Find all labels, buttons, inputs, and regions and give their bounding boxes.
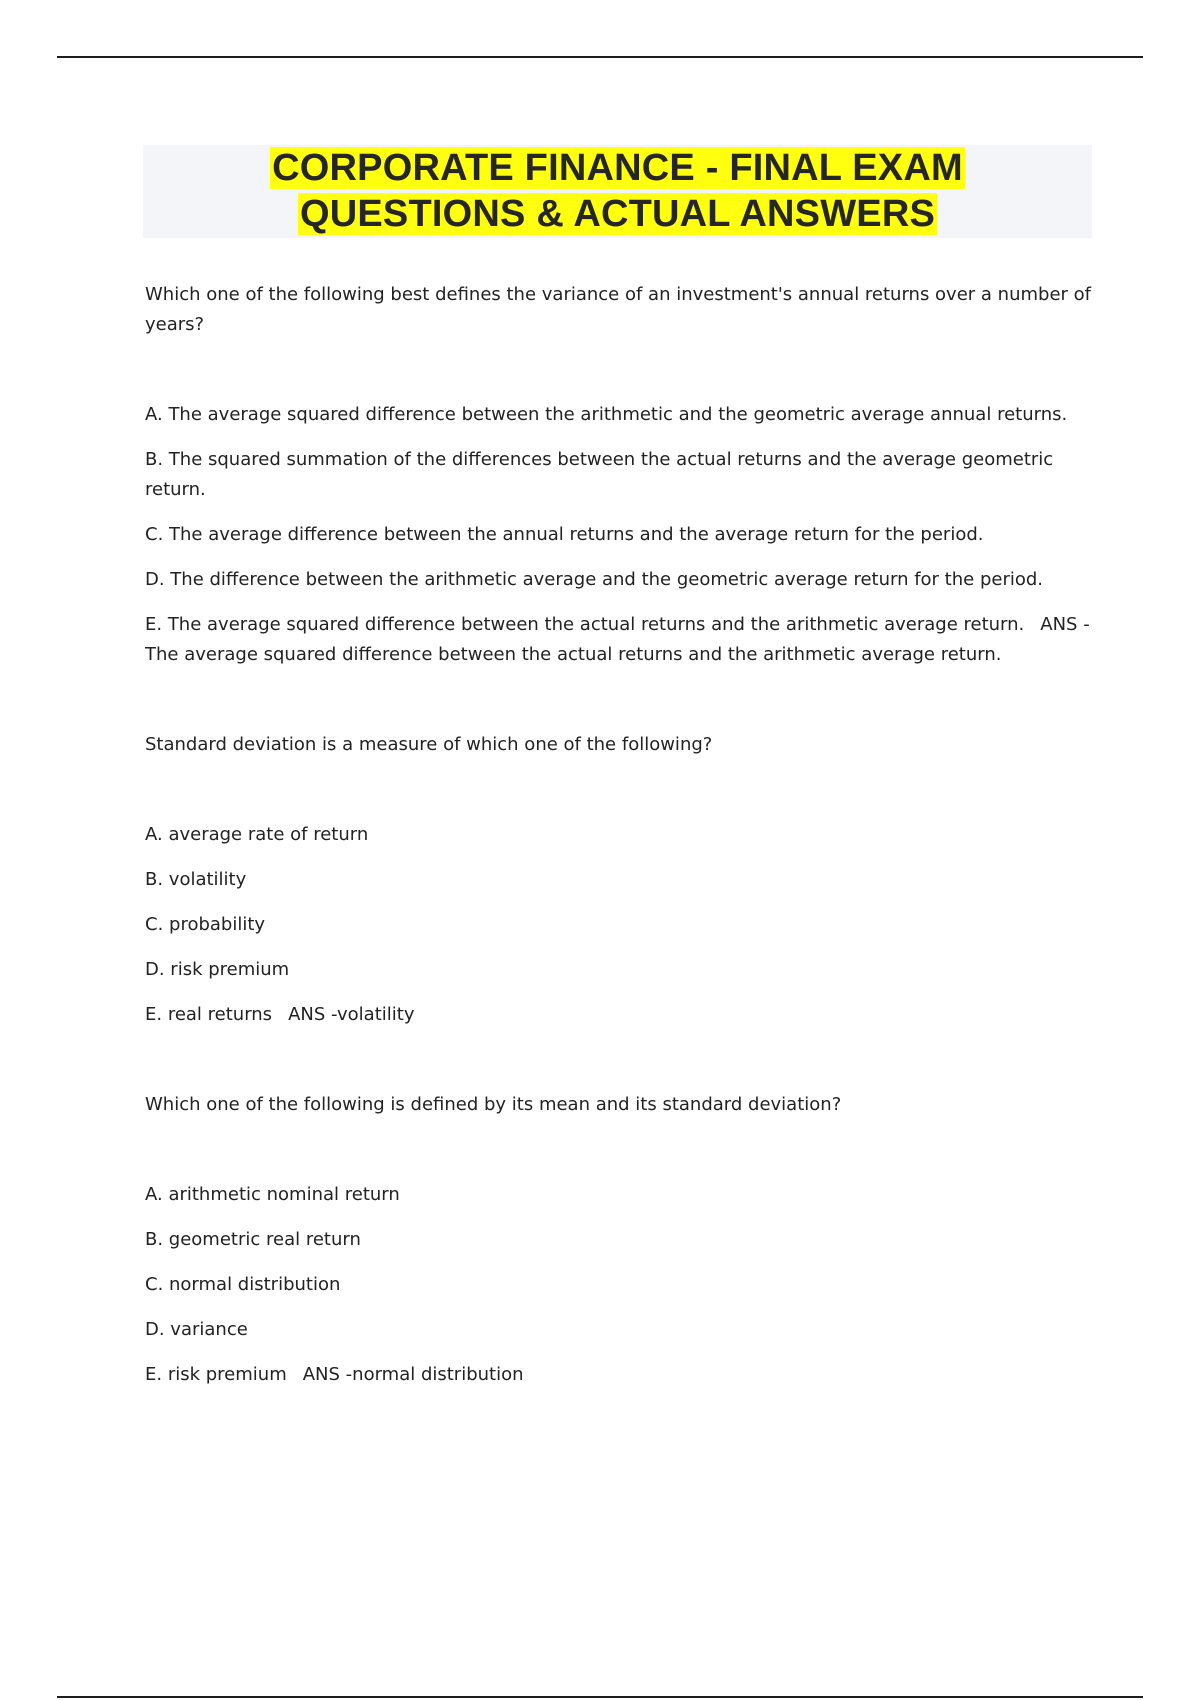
answer-option: B. The squared summation of the differences between the actual returns and the average geometric return. [145,449,1054,500]
page-title-line-1: CORPORATE FINANCE - FINAL EXAM [272,147,963,189]
answer-option: A. average rate of return [145,824,369,845]
answer-option: C. normal distribution [145,1274,341,1295]
answer-option: C. probability [145,914,266,935]
question-block-3 [145,1090,1100,1390]
answer-key: ANS -normal distribution [302,1364,524,1385]
question-text: Standard deviation is a measure of which one of the following? [145,734,713,755]
answer-option-with-answer [145,1000,1100,1030]
answer-option: B. volatility [145,869,247,890]
page-title-line-2: QUESTIONS & ACTUAL ANSWERS [299,193,936,235]
question-block-1 [145,280,1100,670]
answer-key: ANS -volatility [288,1004,415,1025]
answer-option: E. real returns [145,1004,273,1025]
answer-key: ANS - The average squared difference between the actual returns and the arithmetic average return. [145,614,1090,665]
answer-option: A. The average squared difference between the arithmetic and the geometric average annual returns. [145,404,1068,425]
exam-content [145,280,1100,1450]
title-banner [143,145,1092,238]
answer-option: D. risk premium [145,959,290,980]
bottom-rule [57,1696,1143,1698]
answer-option: E. The average squared difference between the actual returns and the arithmetic average return. [145,614,1025,635]
answer-option-with-answer [145,1360,1100,1390]
question-text: Which one of the following best defines the variance of an investment's annual returns over a number of years? [145,284,1091,335]
answer-option: D. variance [145,1319,248,1340]
answer-option: C. The average difference between the annual returns and the average return for the period. [145,524,984,545]
answer-option: B. geometric real return [145,1229,361,1250]
answer-option-with-answer [145,610,1100,670]
answer-option: E. risk premium [145,1364,287,1385]
answer-option: A. arithmetic nominal return [145,1184,400,1205]
answer-option: D. The difference between the arithmetic average and the geometric average return for the period. [145,569,1044,590]
question-text: Which one of the following is defined by its mean and its standard deviation? [145,1094,842,1115]
question-block-2 [145,730,1100,1030]
top-rule [57,56,1143,58]
